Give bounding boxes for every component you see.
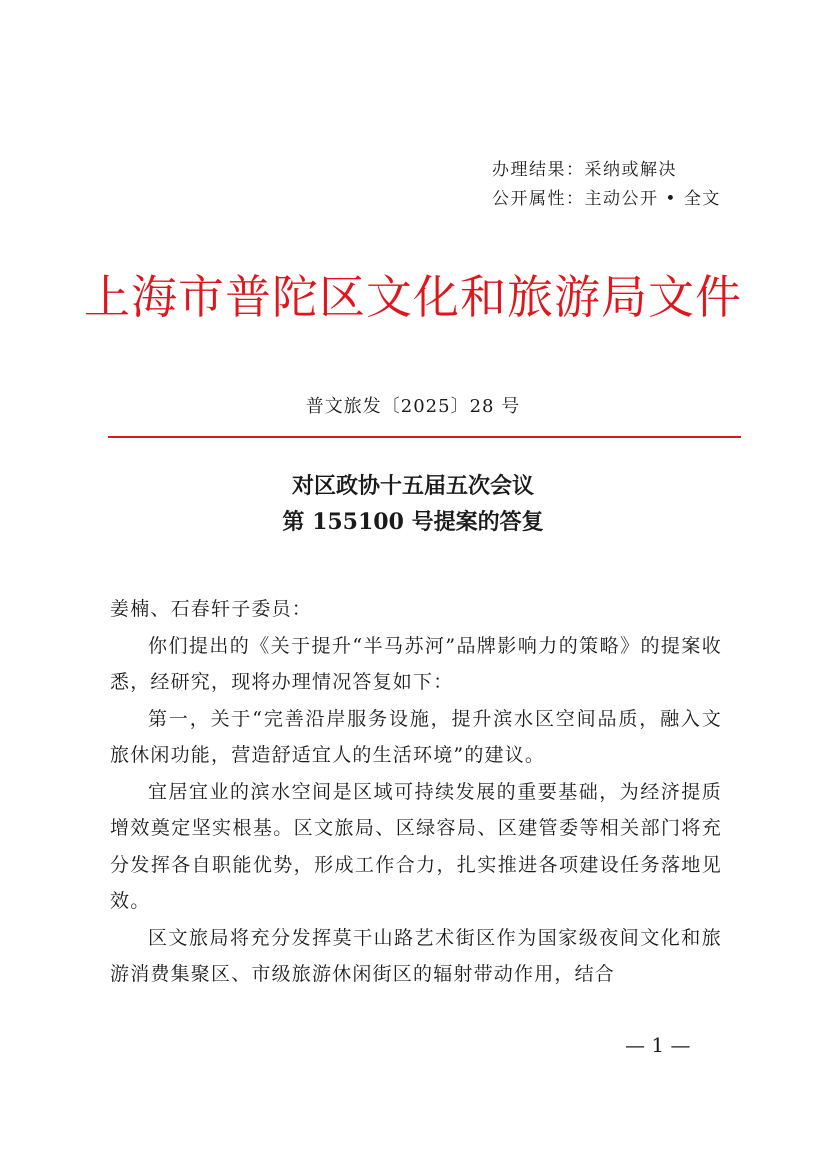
- body-paragraph: 你们提出的《关于提升“半马苏河”品牌影响力的策略》的提案收悉，经研究，现将办理情况答复如下：: [110, 634, 722, 693]
- body-paragraph: 第一，关于“完善沿岸服务设施，提升滨水区空间品质，融入文旅休闲功能，营造舒适宜人的生活环境”的建议。: [110, 707, 722, 766]
- processing-result: 办理结果：采纳或解决: [492, 160, 677, 180]
- document-title: [0, 468, 826, 540]
- title-line-2: 第 155100 号提案的答复: [282, 509, 544, 535]
- issuing-authority-header: 上海市普陀区文化和旅游局文件: [84, 270, 742, 324]
- document-number: 普文旅发〔2025〕28 号: [305, 396, 521, 417]
- document-metadata: [492, 156, 721, 214]
- title-line-1: 对区政协十五届五次会议: [291, 473, 534, 499]
- page-number: — 1 —: [625, 1033, 691, 1057]
- red-divider-line: [108, 436, 741, 438]
- salutation: 姜楠、石春轩子委员：: [110, 598, 313, 620]
- body-paragraph: 区文旅局将充分发挥莫干山路艺术街区作为国家级夜间文化和旅游消费集聚区、市级旅游休闲街区的辐射带动作用，结合: [110, 926, 722, 985]
- disclosure-attribute: 公开属性：主动公开 • 全文: [492, 189, 721, 209]
- document-body: [110, 591, 722, 993]
- body-paragraph: 宜居宜业的滨水空间是区域可持续发展的重要基础，为经济提质增效奠定坚实根基。区文旅局、区绿容局、区建管委等相关部门将充分发挥各自职能优势，形成工作合力，扎实推进各项建设任务落地见效。: [110, 780, 722, 912]
